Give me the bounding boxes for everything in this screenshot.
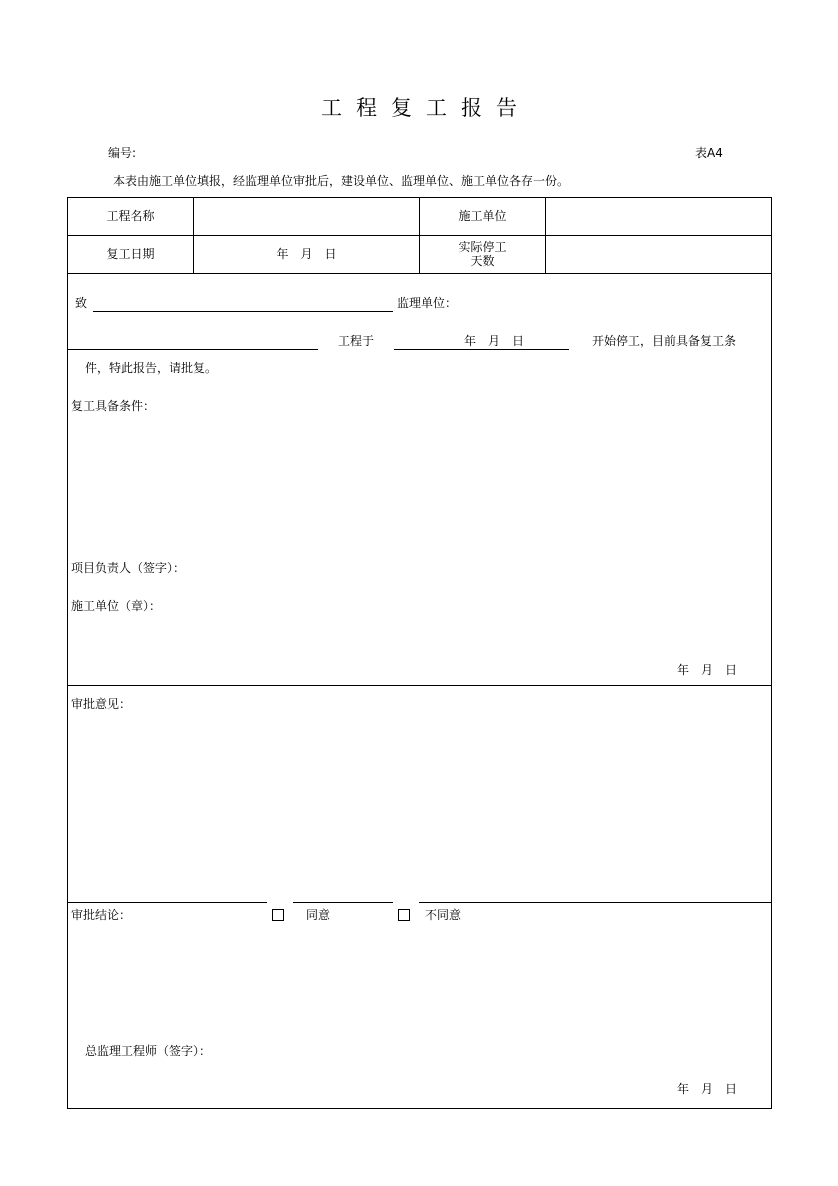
stop-date-text: 年 月 日 — [464, 334, 525, 348]
project-fill-underline[interactable] — [68, 349, 318, 350]
conditions-label: 复工具备条件： — [71, 399, 156, 413]
page-title: 工程复工报告 — [321, 96, 531, 120]
project-at-label: 工程于 — [338, 334, 375, 348]
contractor-seal-label: 施工单位（章）： — [71, 599, 162, 613]
opinion-label: 审批意见： — [71, 697, 132, 711]
disagree-checkbox[interactable] — [398, 909, 410, 921]
manager-sign-label: 项目负责人（签字）： — [71, 561, 186, 575]
supervisor-unit-underline[interactable] — [93, 311, 393, 312]
contractor-label: 施工单位 — [458, 208, 507, 223]
serial-label: 编号: — [108, 146, 137, 160]
stop-date-underline[interactable] — [394, 349, 569, 350]
supervisor-label: 监理单位： — [397, 296, 458, 310]
section-divider — [67, 685, 772, 686]
contractor-field[interactable] — [546, 198, 771, 235]
project-name-field[interactable] — [194, 198, 419, 235]
section-divider — [67, 902, 267, 903]
conclusion-date: 年 月 日 — [677, 1082, 738, 1096]
stop-text: 开始停工，目前具备复工条 — [592, 334, 737, 348]
actual-stop-days-field[interactable] — [546, 236, 771, 273]
section-divider — [419, 902, 772, 903]
resume-date-label: 复工日期 — [106, 246, 155, 261]
stop-text-cont: 件，特此报告，请批复。 — [85, 361, 218, 375]
report-date: 年 月 日 — [677, 663, 738, 677]
agree-label: 同意 — [306, 908, 331, 922]
actual-stop-days-label — [420, 236, 545, 273]
chief-sign-label: 总监理工程师（签字）： — [85, 1044, 212, 1058]
instruction-text: 本表由施工单位填报，经监理单位审批后，建设单位、监理单位、施工单位各存一份。 — [113, 174, 570, 188]
resume-date-field[interactable]: 年 月 日 — [276, 246, 337, 261]
to-label: 致 — [75, 296, 88, 310]
agree-checkbox[interactable] — [272, 909, 284, 921]
project-name-label: 工程名称 — [106, 208, 155, 223]
form-code: 表A4 — [695, 146, 723, 160]
section-divider — [293, 902, 393, 903]
disagree-label: 不同意 — [425, 908, 462, 922]
actual-stop-label-line1: 实际停工 — [458, 240, 507, 255]
actual-stop-label-line2: 天数 — [470, 253, 495, 268]
conclusion-label: 审批结论： — [71, 908, 132, 922]
